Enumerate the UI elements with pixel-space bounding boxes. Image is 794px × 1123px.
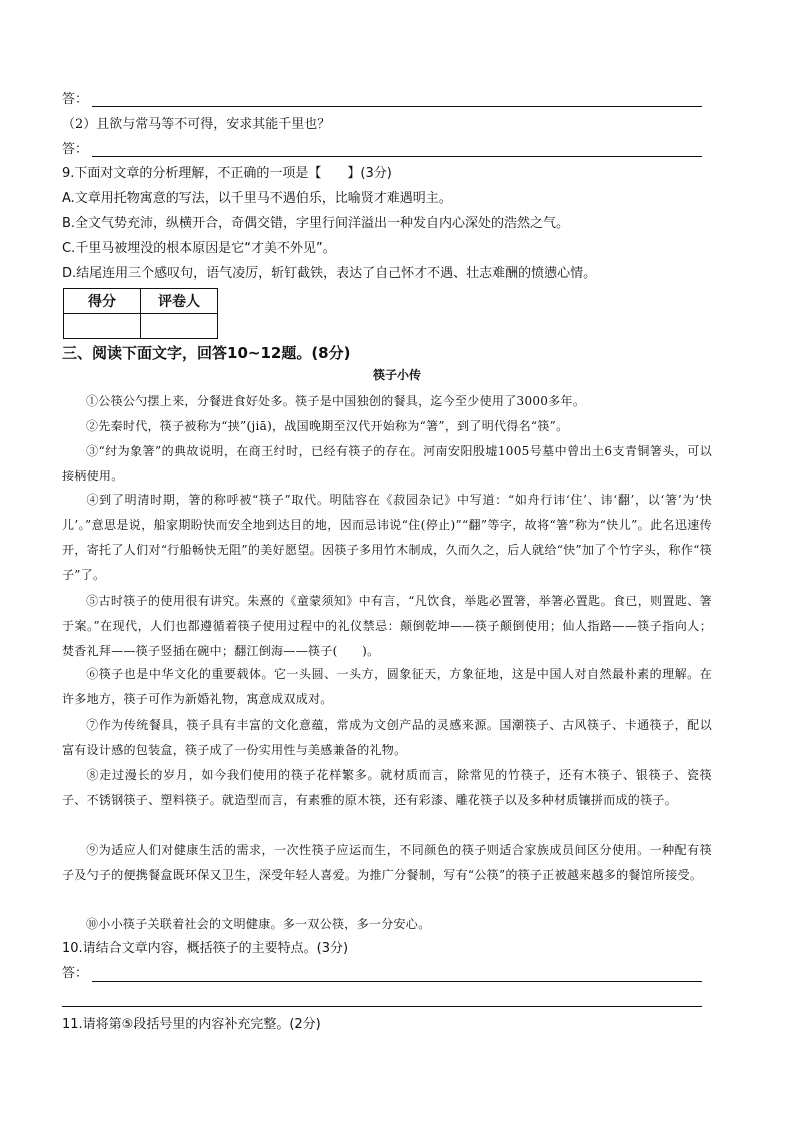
question-11: 11.请将第⑤段括号里的内容补充完整。(2分) bbox=[62, 1017, 321, 1032]
answer-label: 答： bbox=[62, 142, 89, 157]
question-9-option-d: D.结尾连用三个感叹句，语气凌厉，斩钉截铁，表达了自己怀才不遇、壮志难酬的愤懑心情。 bbox=[62, 266, 597, 281]
score-table bbox=[63, 288, 218, 339]
question-9-option-a: A.文章用托物寓意的写法，以千里马不遇伯乐，比喻贤才难遇明主。 bbox=[62, 191, 452, 206]
article-paragraph-9: ⑨为适应人们对健康生活的需求，一次性筷子应运而生，不同颜色的筷子则适合家族成员间区分使用。一种配有筷子及勺子的便携餐盒既环保又卫生，深受年轻人喜爱。为推广分餐制，写有“公筷”的筷子正被越来越多的餐馆所接受。 bbox=[62, 843, 712, 882]
answer-label: 答： bbox=[62, 966, 89, 981]
answer-line[interactable] bbox=[92, 156, 702, 157]
question-9-option-c: C.千里马被埋没的根本原因是它“才美不外见”。 bbox=[62, 241, 336, 256]
question-10: 10.请结合文章内容，概括筷子的主要特点。(3分) bbox=[62, 941, 349, 956]
question-9-stem: 9.下面对文章的分析理解，不正确的一项是【 】(3分) bbox=[62, 166, 392, 181]
article-paragraph-3: ③“纣为象箸”的典故说明，在商王纣时，已经有筷子的存在。河南安阳殷墟1005号墓中曾出土6支青铜箸头，可以接柄使用。 bbox=[62, 444, 712, 483]
article-title: 筷子小传 bbox=[372, 368, 421, 382]
article-paragraph-5: ⑤古时筷子的使用很有讲究。朱熹的《童蒙须知》中有言，“凡饮食，举匙必置箸，举箸必置匙。食已，则置匙、箸于案。”在现代，人们也都遵循着筷子使用过程中的礼仪禁忌：颠倒乾坤——筷子颠倒使用；仙人指路——筷子指向人；焚香礼拜——筷子竖插在碗中；翻江倒海——筷子( )。 bbox=[62, 594, 712, 658]
score-cell[interactable] bbox=[64, 314, 141, 339]
grader-header: 评卷人 bbox=[141, 289, 218, 314]
section-3-heading: 三、阅读下面文字，回答10~12题。(8分) bbox=[62, 344, 351, 362]
question-9-option-b: B.全文气势充沛，纵横开合，奇偶交错，字里行间洋溢出一种发自内心深处的浩然之气。 bbox=[62, 216, 570, 231]
answer-line[interactable] bbox=[62, 1006, 702, 1007]
question-8-2: （2）且欲与常马等不可得，安求其能千里也？ bbox=[62, 117, 331, 132]
answer-label: 答： bbox=[62, 92, 89, 107]
grader-cell[interactable] bbox=[141, 314, 218, 339]
article-paragraph-2: ②先秦时代，筷子被称为“挟”(jiā)，战国晚期至汉代开始称为“箸”，到了明代得名“筷”。 bbox=[86, 419, 569, 433]
article-paragraph-1: ①公筷公勺摆上来，分餐进食好处多。筷子是中国独创的餐具，迄今至少使用了3000多年。 bbox=[86, 394, 586, 408]
answer-line[interactable] bbox=[92, 981, 702, 982]
article-paragraph-10: ⑩小小筷子关联着社会的文明健康。多一双公筷，多一分安心。 bbox=[86, 917, 431, 931]
score-header: 得分 bbox=[64, 289, 141, 314]
article-paragraph-4: ④到了明清时期，箸的称呼被“筷子”取代。明陆容在《菽园杂记》中写道：“如舟行讳‘住’、讳‘翻’，以‘箸’为‘快儿’。”意思是说，船家期盼快而安全地到达目的地，因而忌讳说“住(停止)”“翻”等字，故将“箸”称为“快儿”。此名迅速传开，寄托了人们对“行船畅快无阻”的美好愿望。因筷子多用竹木制成，久而久之，后人就给“快”加了个竹字头，称作“筷子”了。 bbox=[62, 493, 712, 582]
article-paragraph-6: ⑥筷子也是中华文化的重要载体。它一头圆、一头方，圆象征天，方象征地，这是中国人对自然最朴素的理解。在许多地方，筷子可作为新婚礼物，寓意成双成对。 bbox=[62, 667, 712, 706]
article-paragraph-8: ⑧走过漫长的岁月，如今我们使用的筷子花样繁多。就材质而言，除常见的竹筷子，还有木筷子、银筷子、瓷筷子、不锈钢筷子、塑料筷子。就造型而言，有素雅的原木筷，还有彩漆、雕花筷子以及多种材质镶拼而成的筷子。 bbox=[62, 768, 712, 807]
answer-line[interactable] bbox=[92, 106, 702, 107]
article-paragraph-7: ⑦作为传统餐具，筷子具有丰富的文化意蕴，常成为文创产品的灵感来源。国潮筷子、古风筷子、卡通筷子，配以富有设计感的包装盒，筷子成了一份实用性与美感兼备的礼物。 bbox=[62, 718, 712, 757]
